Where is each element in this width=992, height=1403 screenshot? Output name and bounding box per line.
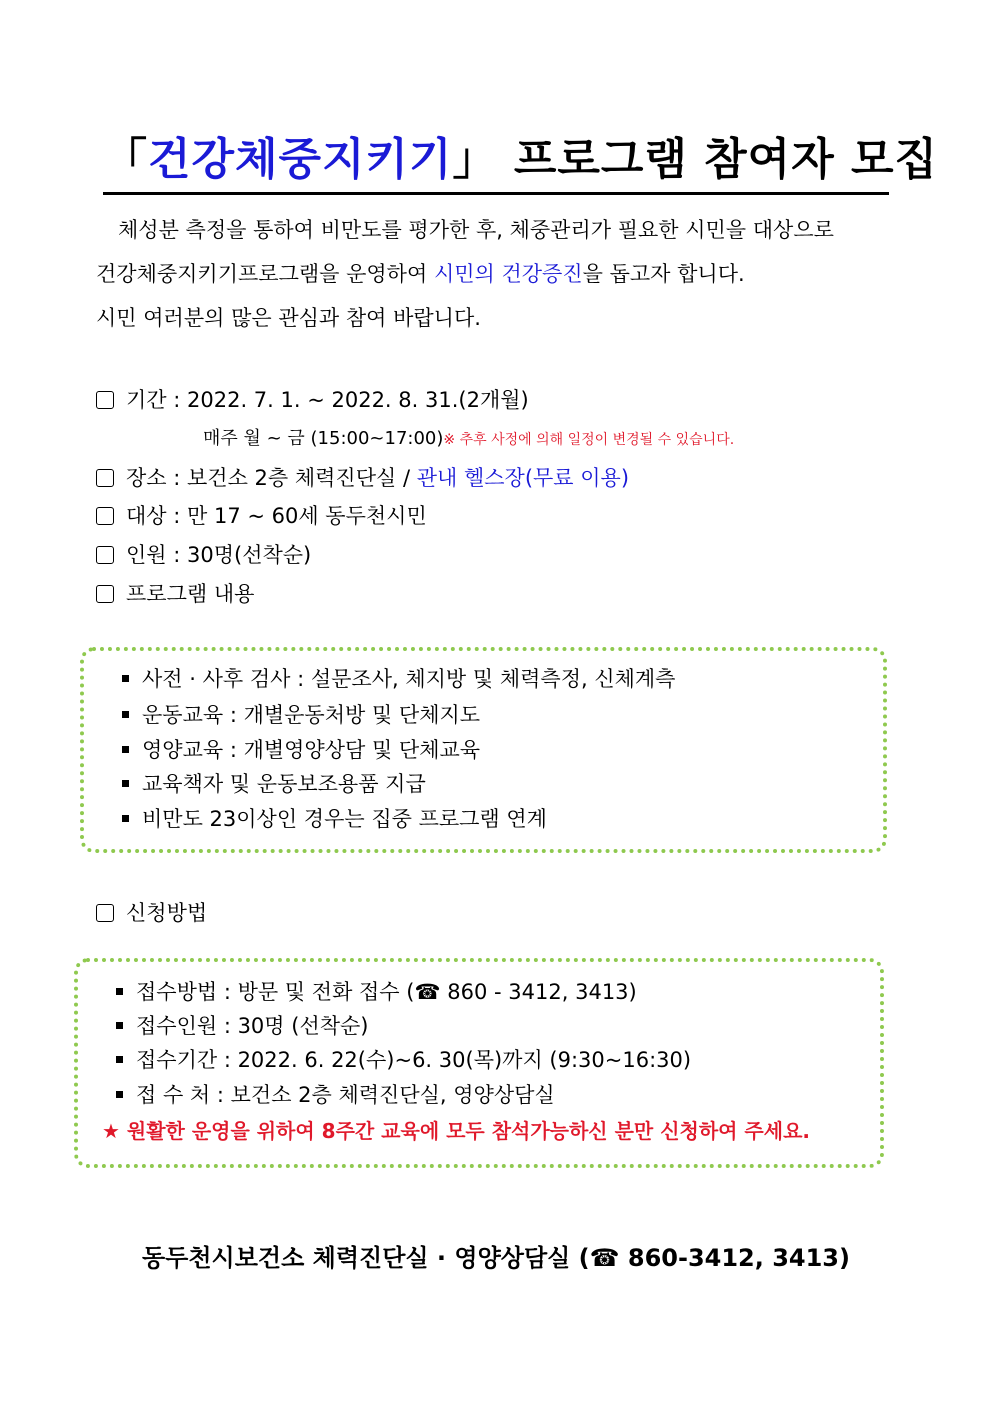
schedule-note: ※ 추후 사정에 의해 일정이 변경될 수 있습니다. <box>443 432 735 448</box>
checkbox-icon <box>96 391 114 409</box>
checkbox-icon <box>96 507 114 525</box>
list-item: 운동교육 : 개별운동처방 및 단체지도 <box>122 702 480 728</box>
intro-line-2-before: 건강체중지키기프로그램을 운영하여 <box>96 262 434 286</box>
bullet-icon <box>122 815 129 822</box>
title-rest: 」 프로그램 참여자 모집 <box>452 134 939 185</box>
intro-line-1: 체성분 측정을 통하여 비만도를 평가한 후, 체중관리가 필요한 시민을 대상으로 <box>118 218 834 242</box>
intro-line-2-after: 을 돕고자 합니다. <box>582 262 745 286</box>
list-item: 접수인원 : 30명 (선착순) <box>116 1013 369 1039</box>
bullet-icon <box>116 1022 123 1029</box>
list-item: 비만도 23이상인 경우는 집중 프로그램 연계 <box>122 806 547 832</box>
period-item <box>96 387 529 413</box>
apply-notice: ★ 원활한 운영을 위하여 8주간 교육에 모두 참석가능하신 분만 신청하여 주세요. <box>102 1119 810 1143</box>
bullet-icon <box>122 746 129 753</box>
schedule-text: 매주 월 ~ 금 (15:00~17:00) <box>203 428 444 449</box>
target-item <box>96 503 427 529</box>
bullet-icon <box>122 711 129 718</box>
list-item: 접수기간 : 2022. 6. 22(수)~6. 30(목)까지 (9:30~16:30) <box>116 1047 691 1073</box>
list-item: 접수방법 : 방문 및 전화 접수 (☎ 860 - 3412, 3413) <box>116 979 637 1005</box>
bullet-icon <box>116 1091 123 1098</box>
list-item: 접 수 처 : 보건소 2층 체력진단실, 영양상담실 <box>116 1082 555 1108</box>
title-highlight: 건강체중지키기 <box>148 134 453 185</box>
capacity-text: 인원 : 30명(선착순) <box>126 543 312 567</box>
apply-heading <box>96 900 207 926</box>
location-text: 장소 : 보건소 2층 체력진단실 / <box>126 466 417 490</box>
bullet-icon <box>116 988 123 995</box>
title-open-bracket: 「 <box>103 134 148 185</box>
schedule-item <box>203 428 734 451</box>
checkbox-icon <box>96 904 114 922</box>
checkbox-icon <box>96 546 114 564</box>
intro-highlight: 시민의 건강증진 <box>433 262 583 286</box>
location-item <box>96 465 629 491</box>
period-text: 기간 : 2022. 7. 1. ~ 2022. 8. 31.(2개월) <box>126 388 529 412</box>
intro-line-3: 시민 여러분의 많은 관심과 참여 바랍니다. <box>96 306 481 330</box>
location-highlight: 관내 헬스장(무료 이용) <box>416 466 630 490</box>
bullet-icon <box>122 675 129 682</box>
bullet-icon <box>116 1056 123 1063</box>
bullet-icon <box>122 780 129 787</box>
checkbox-icon <box>96 469 114 487</box>
intro-line-2 <box>96 262 745 286</box>
apply-heading-text: 신청방법 <box>126 901 208 925</box>
list-item: 사전 · 사후 검사 : 설문조사, 체지방 및 체력측정, 신체계측 <box>122 666 675 692</box>
list-item: 교육책자 및 운동보조용품 지급 <box>122 771 426 797</box>
target-text: 대상 : 만 17 ~ 60세 동두천시민 <box>126 504 427 528</box>
footer-contact: 동두천시보건소 체력진단실 · 영양상담실 (☎ 860-3412, 3413) <box>142 1244 850 1272</box>
program-heading <box>96 581 254 607</box>
list-item: 영양교육 : 개별영양상담 및 단체교육 <box>122 737 480 763</box>
program-heading-text: 프로그램 내용 <box>126 582 255 606</box>
page-title <box>103 130 939 195</box>
capacity-item <box>96 542 311 568</box>
checkbox-icon <box>96 585 114 603</box>
